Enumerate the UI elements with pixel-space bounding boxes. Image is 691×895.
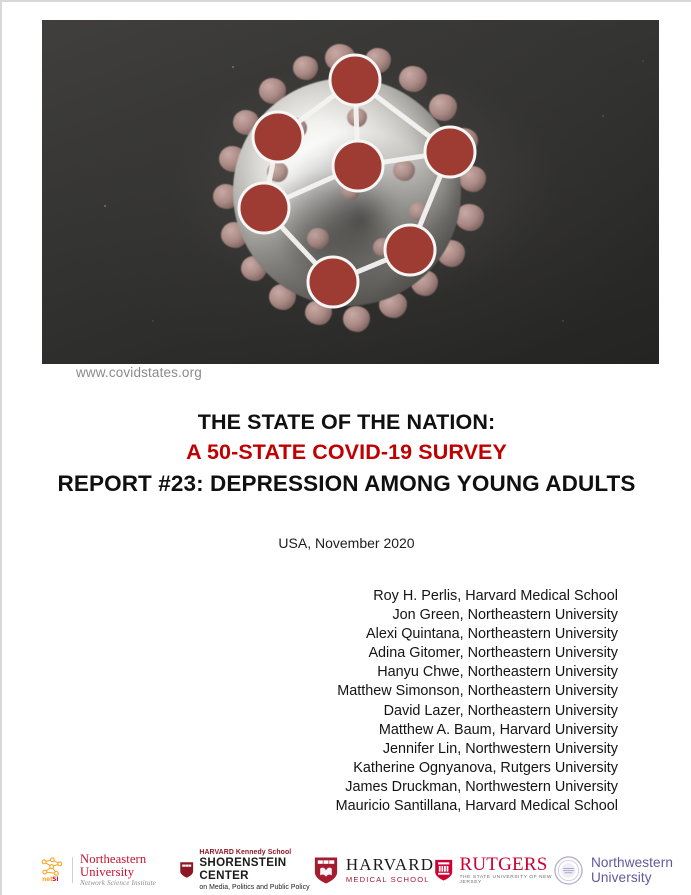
author-entry: James Druckman, Northwestern University <box>345 778 618 795</box>
logo-northeastern-netsi <box>38 852 179 888</box>
logo-northwestern <box>554 855 673 885</box>
northwestern-seal-icon <box>554 856 583 885</box>
author-entry: David Lazer, Northeastern University <box>383 702 618 719</box>
partner-logo-bar <box>38 845 673 895</box>
virus-photograph <box>42 20 659 364</box>
spike-protein <box>325 44 355 72</box>
spike-protein <box>293 56 318 80</box>
background-speck <box>602 115 604 117</box>
logo-shorenstein-top: HARVARD Kennedy School <box>199 849 292 857</box>
author-entry: Alexi Quintana, Northeastern University <box>366 626 618 643</box>
logo-northeastern-unit: Network Science Institute <box>80 878 156 887</box>
spike-protein <box>365 48 391 73</box>
spike-protein <box>285 118 307 139</box>
author-entry: Jon Green, Northeastern University <box>392 607 618 624</box>
netsi-network-icon <box>38 852 65 888</box>
background-speck <box>104 205 106 207</box>
author-list <box>336 587 618 816</box>
logo-rutgers-subtitle: THE STATE UNIVERSITY OF NEW JERSEY <box>459 875 553 886</box>
logo-shorenstein-subtitle: on Media, Politics and Public Policy <box>199 883 310 891</box>
spike-protein <box>399 66 427 92</box>
logo-shorenstein-center <box>179 849 313 891</box>
svg-text:net: net <box>42 876 53 883</box>
spike-protein <box>267 162 288 182</box>
title-line-report: REPORT #23: DEPRESSION AMONG YOUNG ADULTS <box>57 470 636 496</box>
author-entry: Katherine Ognyanova, Rutgers University <box>353 759 618 776</box>
author-entry: Matthew A. Baum, Harvard University <box>378 721 618 738</box>
spike-protein <box>341 182 360 200</box>
logo-northwestern-line2: University <box>590 870 652 885</box>
spike-protein <box>459 166 486 192</box>
svg-text:SI: SI <box>52 876 59 883</box>
spike-protein <box>409 202 429 221</box>
harvard-medical-shield-icon <box>313 856 339 885</box>
logo-rutgers <box>434 855 554 885</box>
virus-particle <box>197 42 497 342</box>
spike-protein <box>393 160 415 181</box>
logo-northeastern-name: Northeastern University <box>80 851 147 879</box>
logo-shorenstein-name: SHORENSTEIN CENTER <box>199 856 287 882</box>
logo-divider <box>72 857 73 883</box>
logo-northwestern-line1: Northwestern <box>590 854 673 870</box>
author-entry: Mauricio Santillana, Harvard Medical School <box>335 798 618 815</box>
author-entry: Matthew Simonson, Northeastern University <box>337 683 618 700</box>
author-entry: Jennifer Lin, Northwestern University <box>382 740 618 757</box>
logo-harvard-medical-school <box>313 856 434 885</box>
logo-rutgers-name: RUTGERS <box>459 853 548 875</box>
publication-date: USA, November 2020 <box>278 535 415 551</box>
author-entry: Roy H. Perlis, Harvard Medical School <box>373 588 618 604</box>
source-url: www.covidstates.org <box>76 365 202 380</box>
cover-image <box>42 20 659 364</box>
spike-protein <box>343 306 370 332</box>
spike-protein <box>307 228 329 249</box>
background-speck <box>562 320 564 322</box>
author-entry: Hanyu Chwe, Northeastern University <box>377 664 618 681</box>
spike-protein <box>347 108 367 127</box>
rutgers-shield-icon <box>434 856 453 884</box>
background-speck <box>642 60 644 62</box>
harvard-shield-icon <box>179 859 194 881</box>
title-line-subtitle: A 50-STATE COVID-19 SURVEY <box>186 440 507 465</box>
title-line-main: THE STATE OF THE NATION: <box>197 410 496 434</box>
title-block <box>2 410 691 497</box>
background-speck <box>152 320 154 322</box>
logo-harvard-name: HARVARD <box>345 855 435 875</box>
author-entry: Adina Gitomer, Northeastern University <box>368 645 618 662</box>
logo-harvard-subtitle: MEDICAL SCHOOL <box>345 874 430 884</box>
spike-protein <box>373 238 393 257</box>
